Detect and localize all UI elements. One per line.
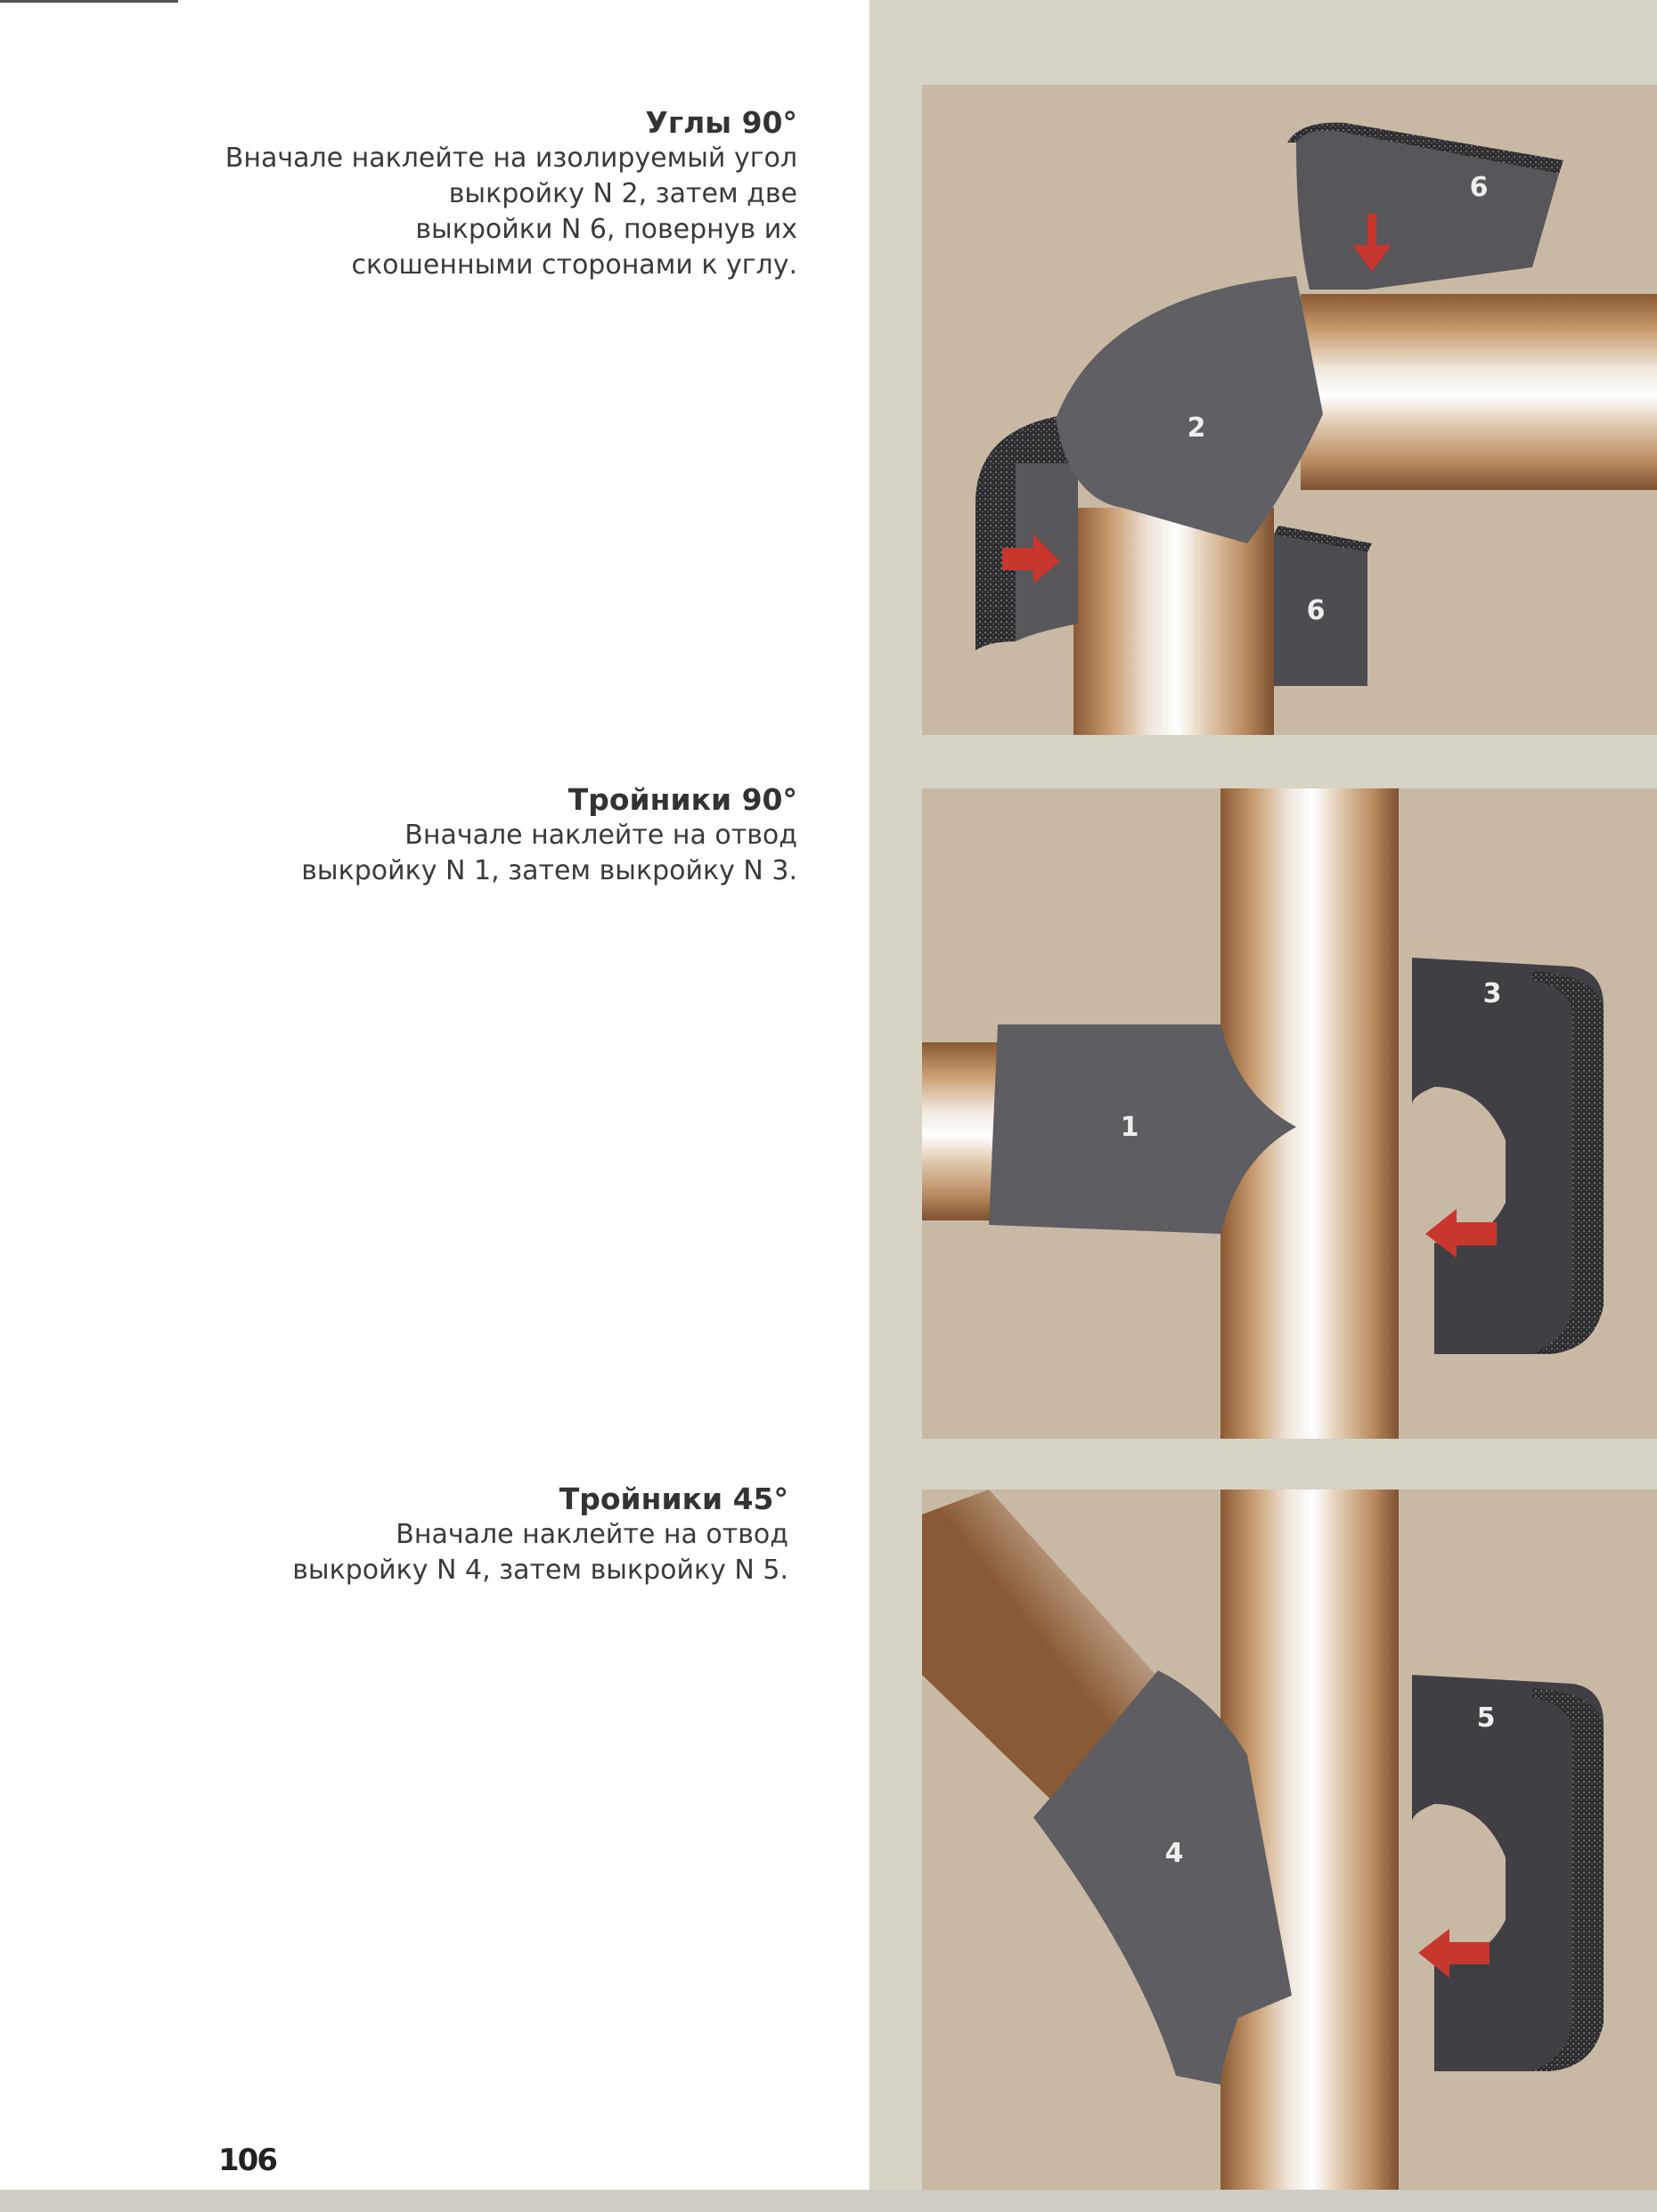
panel-label: 5 bbox=[1476, 1702, 1496, 1734]
section-title: Углы 90° bbox=[645, 105, 797, 140]
panel-label: 6 bbox=[1469, 172, 1489, 203]
section-title: Тройники 90° bbox=[567, 782, 797, 817]
panel-corner-90 bbox=[922, 85, 1657, 735]
panel-label: 6 bbox=[1306, 595, 1326, 626]
bottom-band bbox=[0, 2190, 1657, 2212]
panel-label: 3 bbox=[1482, 978, 1502, 1009]
section-body: Вначале наклейте на отвод выкройку N 1, затем выкройку N 3. bbox=[301, 820, 797, 886]
panel-label: 4 bbox=[1164, 1838, 1184, 1869]
section-body: Вначале наклейте на отвод выкройку N 4, затем выкройку N 5. bbox=[292, 1519, 788, 1586]
section-title: Тройники 45° bbox=[559, 1481, 788, 1516]
panel-label: 2 bbox=[1187, 412, 1206, 444]
pipe-horizontal bbox=[1301, 294, 1657, 490]
panel-tee-90 bbox=[922, 788, 1657, 1439]
panel-tee-45 bbox=[922, 1490, 1657, 2190]
panel-label: 1 bbox=[1120, 1112, 1139, 1143]
section-body: Вначале наклейте на изолируемый угол выкройку N 2, затем две выкройки N 6, повернув их скошенными сторонами к углу. bbox=[224, 143, 797, 281]
page-number: 106 bbox=[218, 2143, 276, 2178]
